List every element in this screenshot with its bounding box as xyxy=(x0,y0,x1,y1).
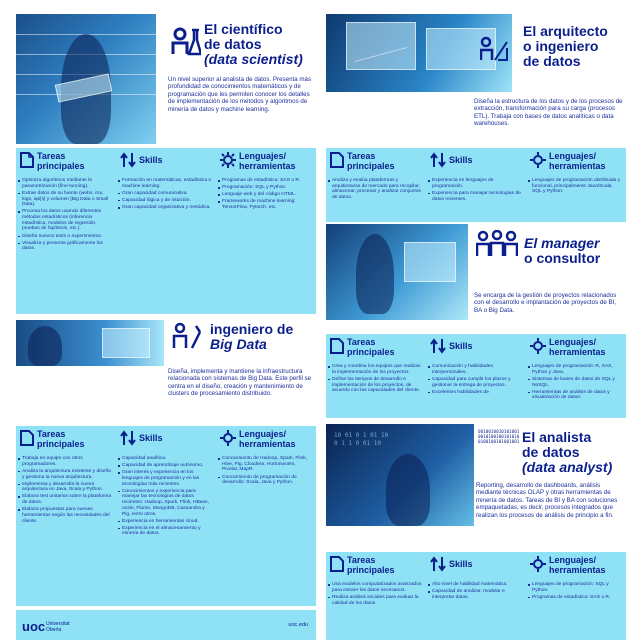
document-icon xyxy=(20,152,34,168)
band-data-scientist: Tareas principales Optimiza algoritmos mediante la parametrización (fine-tunning). Extrae datos de su fuente (webs, csv, logs, api[s] y volumen [Big Data o Small Data). Procesa los datos usando diferentes métodos estadísticos (inferencia estadística, modelos de regresión, pruebas de hipótesis, etc.). Diseña nuevos tests o experimentos. Visualiza y presenta gráficamente los datos. Skills Formación en matemáticas, estadística o machine learning. Gran capacidad comunicativa. Capacidad lógica y de intuición. Gran capacidad organizativa y metódica. Lenguajes/ herramientas Programas de estadística: SAS o R. Programación: SQL y Python. Lenguaje web y del código HTML. Frameworks de machine learning: TensorFlow, Pytorch, etc. xyxy=(16,148,316,314)
list-lenguajes-ds xyxy=(218,178,313,212)
list-item: Crea y coordina los equipos que realizan la implementación de los proyectos. xyxy=(328,364,423,375)
card-manager xyxy=(326,224,626,418)
university-name: Universitat Oberta xyxy=(46,621,70,633)
list-lenguajes-mgr xyxy=(528,364,623,402)
list-item: Elabora propuestas para nuevas herramientas según las necesidades del cliente. xyxy=(18,507,113,524)
list-item: Experiencia en el almacenamiento y minería de datos. xyxy=(118,526,213,537)
list-lenguajes-arq xyxy=(528,178,623,197)
scientist-icon xyxy=(171,26,201,56)
band-big-data: Tareas principales Trabaja en equipo con otros programadores. Analiza la arquitectura existente y diseña y gestiona la nueva arquitectura. Implementa y desarrolla la nueva arquitectura en Java, Scala y Python. Elabora test unitarios sobre la plataforma de datos. Elabora propuestas para nuevas herramientas según las necesidades del cliente. Skills Capacidad analítica. Capacidad de aprendizaje autónomo. Gran interés y experiencia en los lenguajes de programación y en las tecnologías más recientes. Conocimientos y experiencia para manejar las tecnologías de datos recientes: Hadoop, Spark, Flink, HBase, oozie, Flume, MongoDB, Cassandra y Pig, entre otros. Experiencia en herramientas cloud. Experiencia en el almacenamiento y minería de datos. Lenguajes/ herramientas Conocimiento de Hadoop, Spark, Flink, Hive, Pig, Cloudera, Hortonworks, Pivotal, MapR. Conocimiento de programación de desarrollo: Scala, Java y Python. xyxy=(16,426,316,606)
list-item: Define los tiempos de desarrollo e implementación de los proyectos, de acuerdo con las capacidades del cliente. xyxy=(328,377,423,394)
title-arquitecto: El arquitecto o ingeniero de datos xyxy=(523,23,608,69)
list-item: Diseña nuevos tests o experimentos. xyxy=(18,234,113,240)
card-arquitecto xyxy=(326,14,626,222)
list-item: Lenguajes de programación: SQL y Python. xyxy=(528,582,623,593)
list-item: Formación en matemáticas, estadística o machine learning. xyxy=(118,178,213,189)
list-item: Programas de estadística: SAS o R. xyxy=(218,178,313,184)
list-item: Capacidad analítica. xyxy=(118,456,213,462)
gear-icon xyxy=(530,152,546,168)
list-item: Conocimientos y experiencia para manejar las tecnologías de datos recientes: Hadoop, Spark, Flink, HBase, oozie, Flume, MongoDB, Cassandra y Pig, entre otros. xyxy=(118,489,213,518)
list-item: Programación: SQL y Python. xyxy=(218,185,313,191)
list-tareas-big xyxy=(18,456,113,526)
list-item: Trabaja en equipo con otros programadores. xyxy=(18,456,113,467)
arrows-icon xyxy=(430,556,446,572)
list-item: Capacidad para cumplir los plazos y gestionar la entrega de proyectos. xyxy=(428,377,523,388)
title-data-scientist: El científico de datos (data scientist) xyxy=(204,21,303,67)
list-item: Analiza la arquitectura existente y diseña y gestiona la nueva arquitectura. xyxy=(18,469,113,480)
list-item: Sistemas de bases de datos de SQL y NoSQL. xyxy=(528,377,623,388)
list-skills-mgr xyxy=(428,364,523,397)
list-item: Extrae datos de su fuente (webs, csv, logs, api[s] y volumen [Big Data o Small Data). xyxy=(18,191,113,208)
title-manager: El manager o consultor xyxy=(524,235,601,266)
list-tareas-ana xyxy=(328,582,423,608)
list-item: Visualiza y presenta gráficamente los datos. xyxy=(18,241,113,252)
photo-analista: 10 01 0 1 01 10 0 1 1 0 01 10 xyxy=(326,424,474,526)
list-item: Comunicación y habilidades interpersonales. xyxy=(428,364,523,375)
list-item: Gran capacidad comunicativa. xyxy=(118,191,213,197)
uoc-logo: uoc xyxy=(22,619,46,634)
list-item: Realiza análisis iniciales para evaluar la calidad de los datos. xyxy=(328,595,423,606)
list-item: Herramientas de análisis de datos y visualización de datos: xyxy=(528,390,623,401)
architect-icon xyxy=(480,36,508,62)
photo-big-data xyxy=(16,320,164,366)
list-tareas-arq xyxy=(328,178,423,202)
card-big-data xyxy=(16,320,316,606)
list-item: Capacidad lógica y de intuición. xyxy=(118,198,213,204)
description-arquitecto: Diseña la estructura de los datos y de los procesos de extracción, transformación para su carga (procesos ETL). Trabaja con bases de datos analíticas o data warehouses. xyxy=(474,98,623,128)
band-arquitecto: Tareas principales Analiza y evalúa plataformas y arquitecturas de mercado para recopilar, almacenar, procesar y analizar conjuntos de datos. Skills Experiencia en lenguajes de programación. Experiencia para manejar tecnologías de datos recientes. Lenguajes/ herramientas Lenguajes de programación distribuida y funcional, principalmente Java/Scala, SQL y Python. xyxy=(326,148,626,222)
list-item: Capacidad de analizar, modelar e interpretar datos. xyxy=(428,589,523,600)
binary-text: 0010010010101001 0010100100101010 0100100101001001 xyxy=(478,430,520,445)
arrows-icon xyxy=(430,338,446,354)
list-skills-ana xyxy=(428,582,523,602)
list-item: Usa modelos computarizados avanzados para extraer los datos necesarios. xyxy=(328,582,423,593)
description-data-scientist: Un nivel superior al analista de datos. Presenta más profundidad de conocimientos matemáticos y de programación que les permiten conocer los detalles de implementación de los métodos y algoritmos de minería de datos y machine learning. xyxy=(168,76,312,113)
title-big-data: ingeniero de Big Data xyxy=(210,321,294,352)
list-item: Experiencia en herramientas cloud. xyxy=(118,519,213,525)
list-item: Excelentes habilidades de xyxy=(428,390,523,396)
list-item: Programas de estadística: SAS o R. xyxy=(528,595,623,601)
card-analista xyxy=(326,424,626,640)
list-item: Lenguaje web y del código HTML. xyxy=(218,192,313,198)
list-item: Elabora test unitarios sobre la plataforma de datos. xyxy=(18,494,113,505)
list-tareas-ds xyxy=(18,178,113,253)
list-item: Gran capacidad organizativa y metódica. xyxy=(118,205,213,211)
description-manager: Se encarga de la gestión de proyectos relacionados con el desarrollo e implantación de proyectos de BI, BA o Big Data. xyxy=(474,292,617,314)
gear-icon xyxy=(220,152,236,168)
list-item: Analiza y evalúa plataformas y arquitecturas de mercado para recopilar, almacenar, procesar y analizar conjuntos de datos. xyxy=(328,178,423,201)
list-item: Frameworks de machine learning: TensorFlow, Pytorch, etc. xyxy=(218,199,313,210)
footer-url[interactable]: uoc.edu xyxy=(288,622,308,628)
arrows-icon xyxy=(430,152,446,168)
footer xyxy=(16,610,316,640)
list-skills-ds xyxy=(118,178,213,212)
list-item: Conocimiento de programación de desarrollo: Scala, Java y Python. xyxy=(218,475,313,486)
band-analista: Tareas principales Usa modelos computarizados avanzados para extraer los datos necesarios. Realiza análisis iniciales para evaluar la calidad de los datos. Skills Alto nivel de habilidad matemática. Capacidad de analizar, modelar e interpretar datos. Lenguajes/ herramientas Lenguajes de programación: SQL y Python. Programas de estadística: SAS o R. xyxy=(326,552,626,640)
title-analista: El analista de datos (data analyst) xyxy=(522,429,613,475)
list-item: Conocimiento de Hadoop, Spark, Flink, Hive, Pig, Cloudera, Hortonworks, Pivotal, MapR. xyxy=(218,456,313,473)
gear-icon xyxy=(530,338,546,354)
list-lenguajes-ana xyxy=(528,582,623,602)
gear-icon xyxy=(220,430,236,446)
document-icon xyxy=(20,430,34,446)
engineer-icon xyxy=(172,322,202,350)
team-icon xyxy=(476,230,518,258)
description-analista: Reporting, desarrollo de dashboards, análisis mediante técnicas OLAP y otras herramientas de minería de datos. Tareas de BI y BA con soluciones empaquetadas, es decir, procesos integrados que realizan los procesos de análisis de principio a fin. xyxy=(476,482,618,519)
list-item: Experiencia para manejar tecnologías de datos recientes. xyxy=(428,191,523,202)
band-manager: Tareas principales Crea y coordina los equipos que realizan la implementación de los proyectos. Define los tiempos de desarrollo e implementación de los proyectos, de acuerdo con las capacidades del cliente. Skills Comunicación y habilidades interpersonales. Capacidad para cumplir los plazos y gestionar la entrega de proyectos. Excelentes habilidades de Lenguajes/ herramientas Lenguajes de programación: R, SAS, Python y Java. Sistemas de bases de datos de SQL y NoSQL. Herramientas de análisis de datos y visualización de datos: xyxy=(326,334,626,418)
list-item: Lenguajes de programación: R, SAS, Python y Java. xyxy=(528,364,623,375)
document-icon xyxy=(330,338,344,354)
list-item: Gran interés y experiencia en los lenguajes de programación y en las tecnologías más recientes. xyxy=(118,470,213,487)
arrows-icon xyxy=(120,430,136,446)
list-item: Optimiza algoritmos mediante la parametrización (fine-tunning). xyxy=(18,178,113,189)
description-big-data: Diseña, implementa y mantiene la infraestructura relacionada con sistemas de Big Data. Este perfil se centra en el diseño, creación y mantenimiento de clusters de procesamiento distribuido. xyxy=(168,368,312,398)
list-lenguajes-big xyxy=(218,456,313,487)
photo-manager xyxy=(326,224,468,320)
list-skills-big xyxy=(118,456,213,538)
list-tareas-mgr xyxy=(328,364,423,395)
document-icon xyxy=(330,152,344,168)
list-item: Procesa los datos usando diferentes métodos estadísticos (inferencia estadística, modelos de regresión, pruebas de hipótesis, etc.). xyxy=(18,209,113,232)
list-item: Alto nivel de habilidad matemática. xyxy=(428,582,523,588)
document-icon xyxy=(330,556,344,572)
list-item: Capacidad de aprendizaje autónomo. xyxy=(118,463,213,469)
card-data-scientist xyxy=(16,14,316,314)
gear-icon xyxy=(530,556,546,572)
list-item: Experiencia en lenguajes de programación. xyxy=(428,178,523,189)
arrows-icon xyxy=(120,152,136,168)
list-item: Lenguajes de programación distribuida y funcional, principalmente Java/Scala, SQL y Python. xyxy=(528,178,623,195)
list-item: Implementa y desarrolla la nueva arquitectura en Java, Scala y Python. xyxy=(18,482,113,493)
photo-data-scientist xyxy=(16,14,156,144)
list-skills-arq xyxy=(428,178,523,204)
